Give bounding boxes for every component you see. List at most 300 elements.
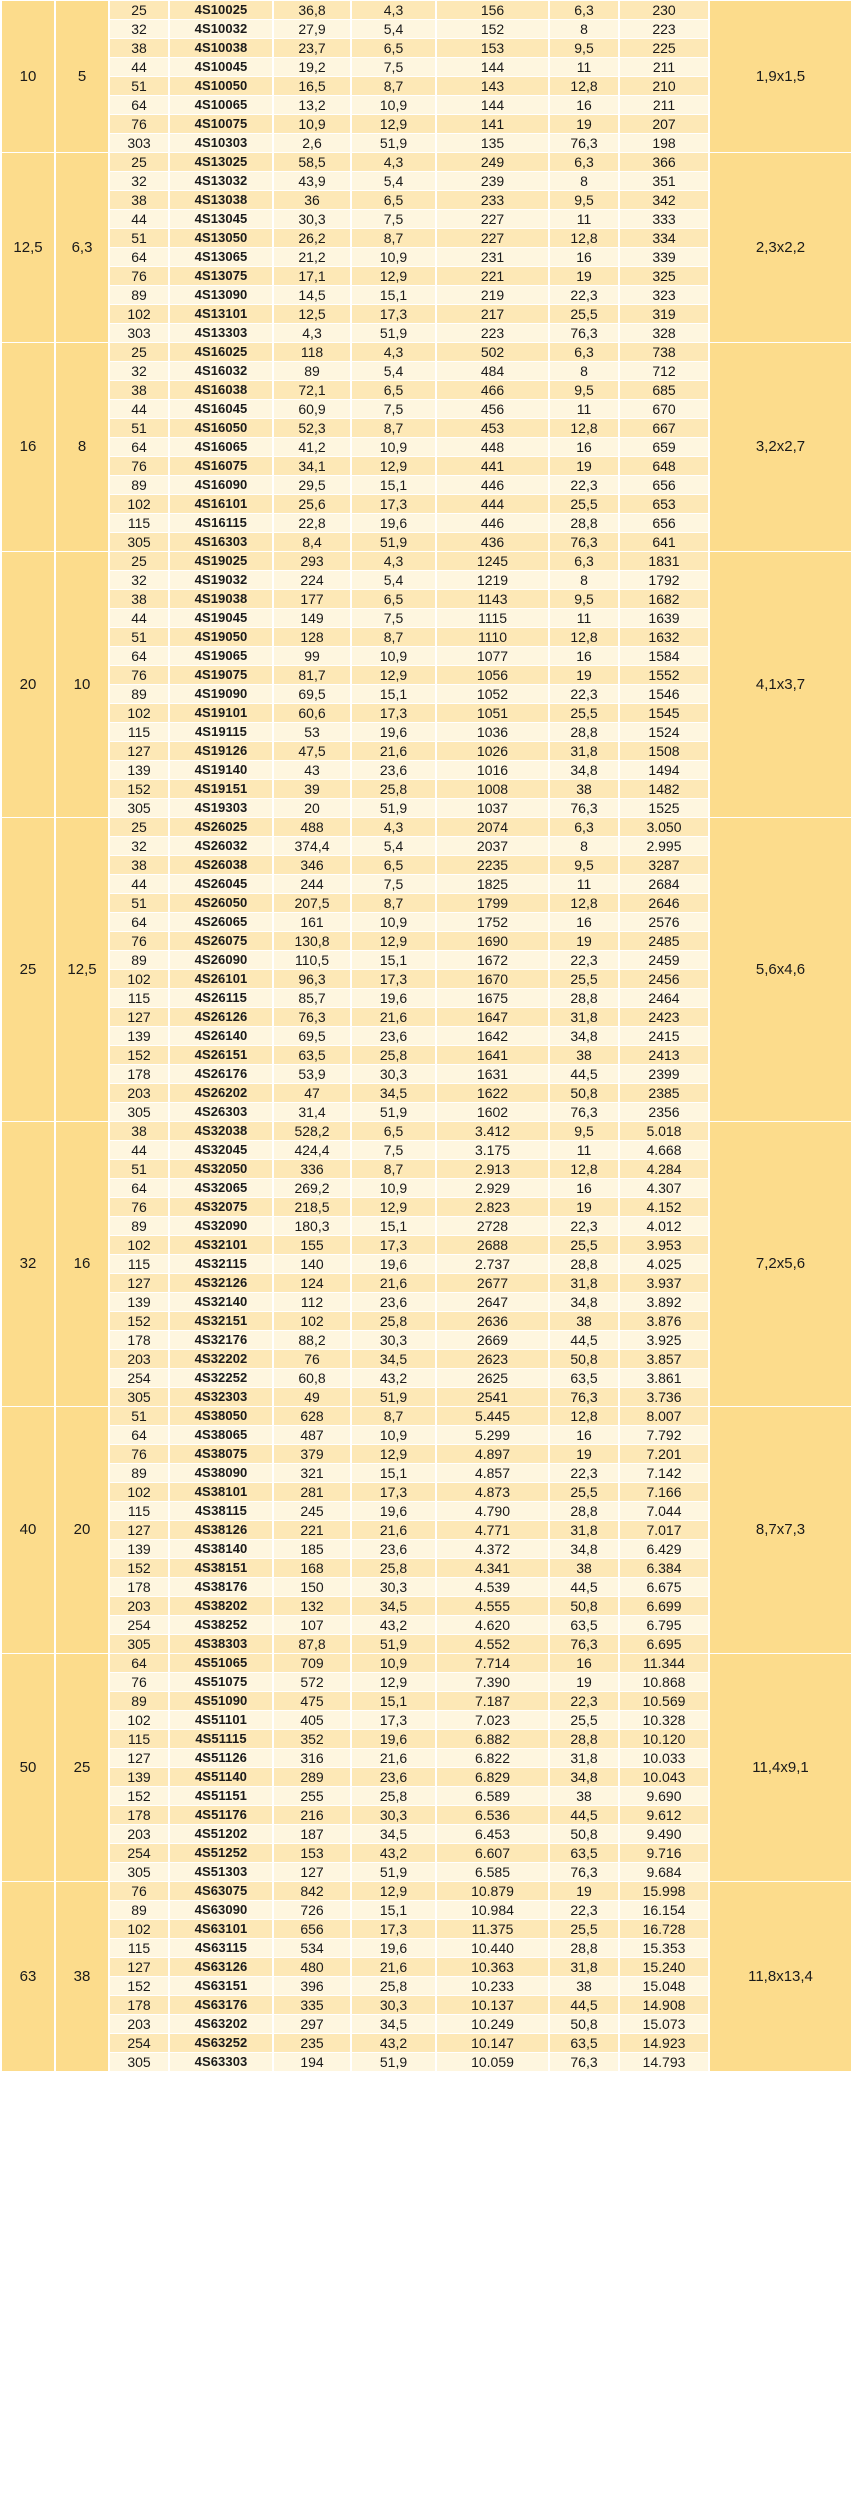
- value-e-cell: 16.154: [619, 1901, 709, 1920]
- length-cell: 139: [109, 1293, 169, 1312]
- value-c-cell: 444: [436, 495, 549, 514]
- value-e-cell: 11.344: [619, 1654, 709, 1673]
- part-number-cell: 4S38115: [169, 1502, 273, 1521]
- part-number-cell: 4S51090: [169, 1692, 273, 1711]
- value-a-cell: 224: [273, 571, 351, 590]
- part-number-cell: 4S13303: [169, 324, 273, 343]
- value-d-cell: 44,5: [549, 1065, 619, 1084]
- value-c-cell: 6.607: [436, 1844, 549, 1863]
- value-e-cell: 656: [619, 476, 709, 495]
- value-b-cell: 43,2: [351, 1369, 436, 1388]
- value-a-cell: 112: [273, 1293, 351, 1312]
- length-cell: 303: [109, 324, 169, 343]
- value-c-cell: 4.341: [436, 1559, 549, 1578]
- value-a-cell: 140: [273, 1255, 351, 1274]
- value-c-cell: 4.372: [436, 1540, 549, 1559]
- part-number-cell: 4S63115: [169, 1939, 273, 1958]
- value-d-cell: 19: [549, 1198, 619, 1217]
- value-b-cell: 17,3: [351, 305, 436, 324]
- part-number-cell: 4S13090: [169, 286, 273, 305]
- part-number-cell: 4S32176: [169, 1331, 273, 1350]
- value-a-cell: 352: [273, 1730, 351, 1749]
- value-a-cell: 12,5: [273, 305, 351, 324]
- value-c-cell: 141: [436, 115, 549, 134]
- value-d-cell: 50,8: [549, 1350, 619, 1369]
- value-e-cell: 2356: [619, 1103, 709, 1122]
- length-cell: 76: [109, 1198, 169, 1217]
- value-d-cell: 12,8: [549, 229, 619, 248]
- length-cell: 44: [109, 58, 169, 77]
- value-c-cell: 10.147: [436, 2034, 549, 2053]
- value-d-cell: 50,8: [549, 1084, 619, 1103]
- value-e-cell: 1524: [619, 723, 709, 742]
- length-cell: 115: [109, 514, 169, 533]
- value-d-cell: 22,3: [549, 1692, 619, 1711]
- value-a-cell: 27,9: [273, 20, 351, 39]
- value-c-cell: 152: [436, 20, 549, 39]
- value-a-cell: 39: [273, 780, 351, 799]
- value-b-cell: 34,5: [351, 1825, 436, 1844]
- value-b-cell: 34,5: [351, 2015, 436, 2034]
- value-b-cell: 19,6: [351, 1255, 436, 1274]
- value-d-cell: 6,3: [549, 1, 619, 20]
- value-c-cell: 1110: [436, 628, 549, 647]
- value-d-cell: 50,8: [549, 1597, 619, 1616]
- value-a-cell: 405: [273, 1711, 351, 1730]
- value-b-cell: 19,6: [351, 1939, 436, 1958]
- value-b-cell: 17,3: [351, 1236, 436, 1255]
- value-b-cell: 25,8: [351, 1977, 436, 1996]
- value-e-cell: 1525: [619, 799, 709, 818]
- length-cell: 51: [109, 77, 169, 96]
- size-group: [1, 818, 851, 1122]
- value-e-cell: 6.695: [619, 1635, 709, 1654]
- size-group: [1, 1, 851, 153]
- table-row: [1, 1122, 851, 1141]
- length-cell: 32: [109, 172, 169, 191]
- value-e-cell: 2385: [619, 1084, 709, 1103]
- value-a-cell: 185: [273, 1540, 351, 1559]
- diameter-cell: 32: [1, 1122, 55, 1407]
- part-number-cell: 4S16090: [169, 476, 273, 495]
- value-c-cell: 436: [436, 533, 549, 552]
- value-d-cell: 19: [549, 1882, 619, 1901]
- length-cell: 303: [109, 134, 169, 153]
- value-c-cell: 1641: [436, 1046, 549, 1065]
- value-c-cell: 10.984: [436, 1901, 549, 1920]
- value-c-cell: 231: [436, 248, 549, 267]
- size-group: [1, 1407, 851, 1654]
- value-b-cell: 4,3: [351, 153, 436, 172]
- length-cell: 115: [109, 1730, 169, 1749]
- value-e-cell: 641: [619, 533, 709, 552]
- value-a-cell: 14,5: [273, 286, 351, 305]
- value-c-cell: 1077: [436, 647, 549, 666]
- value-e-cell: 210: [619, 77, 709, 96]
- dimensions-cell: 2,3x2,2: [709, 153, 851, 343]
- value-a-cell: 572: [273, 1673, 351, 1692]
- value-a-cell: 58,5: [273, 153, 351, 172]
- value-c-cell: 219: [436, 286, 549, 305]
- value-e-cell: 3287: [619, 856, 709, 875]
- value-d-cell: 19: [549, 457, 619, 476]
- value-e-cell: 198: [619, 134, 709, 153]
- value-a-cell: 316: [273, 1749, 351, 1768]
- part-number-cell: 4S13050: [169, 229, 273, 248]
- part-number-cell: 4S10032: [169, 20, 273, 39]
- part-number-cell: 4S26176: [169, 1065, 273, 1084]
- part-number-cell: 4S63101: [169, 1920, 273, 1939]
- part-number-cell: 4S19101: [169, 704, 273, 723]
- value-e-cell: 2399: [619, 1065, 709, 1084]
- diameter-cell: 25: [1, 818, 55, 1122]
- value-d-cell: 25,5: [549, 1483, 619, 1502]
- value-a-cell: 379: [273, 1445, 351, 1464]
- value-a-cell: 96,3: [273, 970, 351, 989]
- length-cell: 203: [109, 1825, 169, 1844]
- value-a-cell: 22,8: [273, 514, 351, 533]
- value-b-cell: 10,9: [351, 1179, 436, 1198]
- value-b-cell: 10,9: [351, 1426, 436, 1445]
- value-c-cell: 1036: [436, 723, 549, 742]
- value-e-cell: 7.792: [619, 1426, 709, 1445]
- value-b-cell: 19,6: [351, 723, 436, 742]
- value-e-cell: 648: [619, 457, 709, 476]
- value-d-cell: 34,8: [549, 761, 619, 780]
- width-cell: 6,3: [55, 153, 109, 343]
- value-e-cell: 712: [619, 362, 709, 381]
- value-e-cell: 2456: [619, 970, 709, 989]
- length-cell: 64: [109, 438, 169, 457]
- value-d-cell: 44,5: [549, 1578, 619, 1597]
- value-a-cell: 487: [273, 1426, 351, 1445]
- table-row: [1, 552, 851, 571]
- value-d-cell: 8: [549, 571, 619, 590]
- value-d-cell: 38: [549, 780, 619, 799]
- value-d-cell: 31,8: [549, 742, 619, 761]
- value-e-cell: 4.152: [619, 1198, 709, 1217]
- value-d-cell: 63,5: [549, 1369, 619, 1388]
- length-cell: 89: [109, 1901, 169, 1920]
- part-number-cell: 4S38140: [169, 1540, 273, 1559]
- value-a-cell: 31,4: [273, 1103, 351, 1122]
- value-d-cell: 76,3: [549, 799, 619, 818]
- value-a-cell: 177: [273, 590, 351, 609]
- value-e-cell: 6.675: [619, 1578, 709, 1597]
- value-c-cell: 2235: [436, 856, 549, 875]
- value-d-cell: 22,3: [549, 1901, 619, 1920]
- value-c-cell: 2728: [436, 1217, 549, 1236]
- value-a-cell: 85,7: [273, 989, 351, 1008]
- value-a-cell: 43: [273, 761, 351, 780]
- value-b-cell: 43,2: [351, 1844, 436, 1863]
- value-b-cell: 17,3: [351, 1920, 436, 1939]
- diameter-cell: 20: [1, 552, 55, 818]
- value-a-cell: 72,1: [273, 381, 351, 400]
- value-d-cell: 16: [549, 438, 619, 457]
- length-cell: 305: [109, 1863, 169, 1882]
- length-cell: 254: [109, 1369, 169, 1388]
- value-a-cell: 528,2: [273, 1122, 351, 1141]
- length-cell: 127: [109, 1008, 169, 1027]
- value-b-cell: 10,9: [351, 647, 436, 666]
- value-b-cell: 4,3: [351, 1, 436, 20]
- value-b-cell: 6,5: [351, 590, 436, 609]
- value-d-cell: 63,5: [549, 1616, 619, 1635]
- part-number-cell: 4S10075: [169, 115, 273, 134]
- value-c-cell: 153: [436, 39, 549, 58]
- value-d-cell: 50,8: [549, 2015, 619, 2034]
- value-e-cell: 10.868: [619, 1673, 709, 1692]
- value-b-cell: 15,1: [351, 1464, 436, 1483]
- value-b-cell: 43,2: [351, 2034, 436, 2053]
- value-e-cell: 207: [619, 115, 709, 134]
- value-b-cell: 34,5: [351, 1597, 436, 1616]
- value-b-cell: 21,6: [351, 1749, 436, 1768]
- value-b-cell: 10,9: [351, 1654, 436, 1673]
- value-c-cell: 4.620: [436, 1616, 549, 1635]
- dimensions-cell: 11,4x9,1: [709, 1654, 851, 1882]
- value-c-cell: 7.390: [436, 1673, 549, 1692]
- value-e-cell: 14.793: [619, 2053, 709, 2072]
- value-d-cell: 22,3: [549, 951, 619, 970]
- part-number-cell: 4S19303: [169, 799, 273, 818]
- value-c-cell: 441: [436, 457, 549, 476]
- value-e-cell: 10.569: [619, 1692, 709, 1711]
- part-number-cell: 4S13025: [169, 153, 273, 172]
- part-number-cell: 4S16065: [169, 438, 273, 457]
- value-c-cell: 143: [436, 77, 549, 96]
- value-d-cell: 22,3: [549, 1464, 619, 1483]
- part-number-cell: 4S16303: [169, 533, 273, 552]
- value-c-cell: 3.175: [436, 1141, 549, 1160]
- value-a-cell: 235: [273, 2034, 351, 2053]
- value-c-cell: 7.023: [436, 1711, 549, 1730]
- value-d-cell: 12,8: [549, 1160, 619, 1179]
- value-d-cell: 11: [549, 875, 619, 894]
- length-cell: 51: [109, 1407, 169, 1426]
- value-d-cell: 16: [549, 1654, 619, 1673]
- value-c-cell: 10.440: [436, 1939, 549, 1958]
- value-e-cell: 6.795: [619, 1616, 709, 1635]
- part-number-cell: 4S38075: [169, 1445, 273, 1464]
- value-e-cell: 319: [619, 305, 709, 324]
- part-number-cell: 4S19151: [169, 780, 273, 799]
- value-a-cell: 87,8: [273, 1635, 351, 1654]
- value-c-cell: 2.929: [436, 1179, 549, 1198]
- length-cell: 32: [109, 837, 169, 856]
- value-b-cell: 10,9: [351, 248, 436, 267]
- value-a-cell: 245: [273, 1502, 351, 1521]
- value-d-cell: 44,5: [549, 1996, 619, 2015]
- value-b-cell: 21,6: [351, 742, 436, 761]
- value-c-cell: 5.445: [436, 1407, 549, 1426]
- value-c-cell: 2625: [436, 1369, 549, 1388]
- value-b-cell: 17,3: [351, 1483, 436, 1502]
- value-a-cell: 10,9: [273, 115, 351, 134]
- value-b-cell: 5,4: [351, 20, 436, 39]
- part-number-cell: 4S26032: [169, 837, 273, 856]
- value-a-cell: 8,4: [273, 533, 351, 552]
- value-e-cell: 6.699: [619, 1597, 709, 1616]
- value-e-cell: 659: [619, 438, 709, 457]
- part-number-cell: 4S32045: [169, 1141, 273, 1160]
- value-e-cell: 2459: [619, 951, 709, 970]
- value-c-cell: 239: [436, 172, 549, 191]
- table-row: [1, 153, 851, 172]
- value-c-cell: 2541: [436, 1388, 549, 1407]
- value-e-cell: 1545: [619, 704, 709, 723]
- length-cell: 32: [109, 362, 169, 381]
- value-b-cell: 51,9: [351, 1635, 436, 1654]
- length-cell: 25: [109, 153, 169, 172]
- part-number-cell: 4S19075: [169, 666, 273, 685]
- size-group: [1, 1882, 851, 2072]
- value-d-cell: 19: [549, 666, 619, 685]
- width-cell: 25: [55, 1654, 109, 1882]
- value-e-cell: 3.925: [619, 1331, 709, 1350]
- value-e-cell: 223: [619, 20, 709, 39]
- value-b-cell: 8,7: [351, 894, 436, 913]
- value-b-cell: 23,6: [351, 1768, 436, 1787]
- value-d-cell: 25,5: [549, 1920, 619, 1939]
- value-d-cell: 34,8: [549, 1027, 619, 1046]
- value-d-cell: 34,8: [549, 1293, 619, 1312]
- value-e-cell: 4.668: [619, 1141, 709, 1160]
- part-number-cell: 4S26101: [169, 970, 273, 989]
- part-number-cell: 4S51151: [169, 1787, 273, 1806]
- value-e-cell: 15.048: [619, 1977, 709, 1996]
- value-e-cell: 656: [619, 514, 709, 533]
- value-e-cell: 2576: [619, 913, 709, 932]
- length-cell: 76: [109, 666, 169, 685]
- part-number-cell: 4S51126: [169, 1749, 273, 1768]
- value-e-cell: 339: [619, 248, 709, 267]
- length-cell: 89: [109, 1464, 169, 1483]
- value-b-cell: 25,8: [351, 1559, 436, 1578]
- value-c-cell: 135: [436, 134, 549, 153]
- size-group: [1, 1654, 851, 1882]
- value-e-cell: 2415: [619, 1027, 709, 1046]
- value-b-cell: 6,5: [351, 856, 436, 875]
- length-cell: 51: [109, 628, 169, 647]
- value-c-cell: 249: [436, 153, 549, 172]
- part-number-cell: 4S51176: [169, 1806, 273, 1825]
- value-b-cell: 12,9: [351, 1673, 436, 1692]
- value-a-cell: 475: [273, 1692, 351, 1711]
- value-b-cell: 6,5: [351, 381, 436, 400]
- value-a-cell: 110,5: [273, 951, 351, 970]
- value-b-cell: 8,7: [351, 628, 436, 647]
- value-d-cell: 19: [549, 267, 619, 286]
- value-c-cell: 233: [436, 191, 549, 210]
- diameter-cell: 16: [1, 343, 55, 552]
- length-cell: 38: [109, 381, 169, 400]
- part-number-cell: 4S16038: [169, 381, 273, 400]
- value-b-cell: 5,4: [351, 571, 436, 590]
- value-a-cell: 25,6: [273, 495, 351, 514]
- value-b-cell: 30,3: [351, 1806, 436, 1825]
- value-b-cell: 8,7: [351, 77, 436, 96]
- table-row: [1, 1, 851, 20]
- value-a-cell: 346: [273, 856, 351, 875]
- value-e-cell: 9.690: [619, 1787, 709, 1806]
- length-cell: 115: [109, 1255, 169, 1274]
- value-e-cell: 3.857: [619, 1350, 709, 1369]
- length-cell: 305: [109, 2053, 169, 2072]
- value-a-cell: 13,2: [273, 96, 351, 115]
- diameter-cell: 50: [1, 1654, 55, 1882]
- part-number-cell: 4S26140: [169, 1027, 273, 1046]
- length-cell: 89: [109, 476, 169, 495]
- length-cell: 38: [109, 1122, 169, 1141]
- value-a-cell: 69,5: [273, 685, 351, 704]
- value-d-cell: 31,8: [549, 1274, 619, 1293]
- value-e-cell: 9.612: [619, 1806, 709, 1825]
- length-cell: 254: [109, 1616, 169, 1635]
- value-a-cell: 335: [273, 1996, 351, 2015]
- part-number-cell: 4S16101: [169, 495, 273, 514]
- value-d-cell: 11: [549, 58, 619, 77]
- value-a-cell: 130,8: [273, 932, 351, 951]
- value-d-cell: 25,5: [549, 495, 619, 514]
- value-a-cell: 47: [273, 1084, 351, 1103]
- value-c-cell: 10.059: [436, 2053, 549, 2072]
- value-a-cell: 488: [273, 818, 351, 837]
- value-b-cell: 5,4: [351, 362, 436, 381]
- value-a-cell: 26,2: [273, 229, 351, 248]
- value-e-cell: 6.429: [619, 1540, 709, 1559]
- length-cell: 25: [109, 552, 169, 571]
- value-b-cell: 25,8: [351, 780, 436, 799]
- value-e-cell: 670: [619, 400, 709, 419]
- value-c-cell: 2647: [436, 1293, 549, 1312]
- length-cell: 305: [109, 1635, 169, 1654]
- value-a-cell: 69,5: [273, 1027, 351, 1046]
- value-d-cell: 12,8: [549, 77, 619, 96]
- value-d-cell: 11: [549, 609, 619, 628]
- value-e-cell: 333: [619, 210, 709, 229]
- value-b-cell: 15,1: [351, 1901, 436, 1920]
- value-c-cell: 1016: [436, 761, 549, 780]
- value-b-cell: 7,5: [351, 1141, 436, 1160]
- value-a-cell: 88,2: [273, 1331, 351, 1350]
- value-a-cell: 244: [273, 875, 351, 894]
- value-b-cell: 12,9: [351, 1198, 436, 1217]
- length-cell: 102: [109, 495, 169, 514]
- value-d-cell: 34,8: [549, 1540, 619, 1559]
- part-number-cell: 4S26090: [169, 951, 273, 970]
- value-a-cell: 43,9: [273, 172, 351, 191]
- part-number-cell: 4S16025: [169, 343, 273, 362]
- value-e-cell: 16.728: [619, 1920, 709, 1939]
- length-cell: 178: [109, 1996, 169, 2015]
- length-cell: 76: [109, 457, 169, 476]
- length-cell: 139: [109, 761, 169, 780]
- length-cell: 64: [109, 1654, 169, 1673]
- part-number-cell: 4S63252: [169, 2034, 273, 2053]
- value-d-cell: 9,5: [549, 590, 619, 609]
- value-b-cell: 7,5: [351, 609, 436, 628]
- value-b-cell: 51,9: [351, 799, 436, 818]
- value-e-cell: 2423: [619, 1008, 709, 1027]
- value-e-cell: 1682: [619, 590, 709, 609]
- value-b-cell: 51,9: [351, 1103, 436, 1122]
- part-number-cell: 4S19126: [169, 742, 273, 761]
- value-c-cell: 1026: [436, 742, 549, 761]
- value-e-cell: 667: [619, 419, 709, 438]
- part-number-cell: 4S32038: [169, 1122, 273, 1141]
